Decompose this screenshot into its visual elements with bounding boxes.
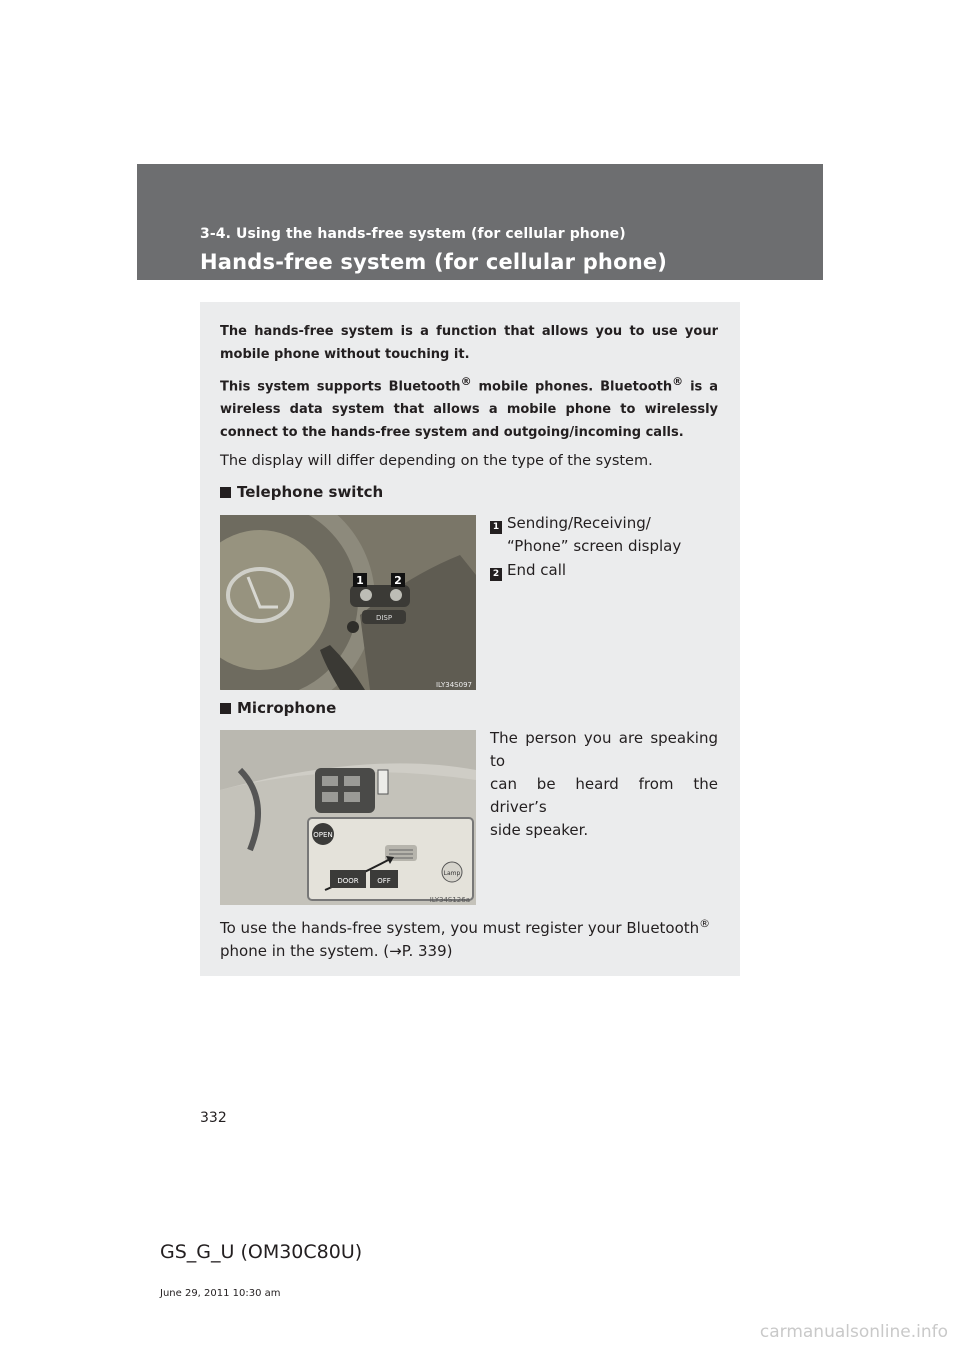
content-box [200,302,740,976]
intro-paragraph-1: The hands-free system is a function that allows you to use your mobile phone without touching it. [220,324,718,362]
microphone-photo [220,730,476,905]
disp-button-label: DISP [375,614,393,622]
door-button-label: DOOR [337,877,359,885]
steering-wheel-photo [220,515,476,690]
legend-number-1: 1 [490,521,502,534]
callout-1-label: 1 [356,574,364,587]
document-code: GS_G_U (OM30C80U) [160,1241,363,1263]
lamp-button-label: Lamp [443,870,461,877]
watermark: carmanualsonline.info [759,1322,948,1342]
page-number: 332 [200,1110,227,1126]
legend-item-1: Sending/Receiving/ “Phone” screen display [507,514,682,555]
image-code: ILY34S126a [429,896,470,904]
off-button-label: OFF [377,877,391,885]
display-note: The display will differ depending on the type of the system. [220,453,653,469]
header-band [137,164,823,280]
document-date: June 29, 2011 10:30 am [160,1288,281,1299]
legend-number-2: 2 [490,568,502,581]
image-code: ILY34S097 [435,681,472,689]
telephone-switch-heading: Telephone switch [220,483,383,501]
intro-paragraph-2: This system supports Bluetooth® mobile phones. Bluetooth® is a wireless data system that allows a mobile phone to wirelessly connect to the hands-free system and outgoing/incoming calls. [220,375,718,441]
microphone-heading: Microphone [220,699,336,717]
intro-text [220,320,718,444]
page-reference-link[interactable]: P. 339) [401,942,453,960]
callout-2-label: 2 [394,574,402,587]
section-label: 3-4. Using the hands-free system (for cellular phone) [200,226,626,242]
square-bullet-icon [220,703,231,714]
square-bullet-icon [220,487,231,498]
registration-note: To use the hands-free system, you must register your Bluetooth® phone in the system. (→P. 339) [220,917,711,960]
arrow-icon: → [389,942,402,960]
microphone-description: The person you are speaking to can be heard from the driver’s side speaker. [490,729,718,839]
page-title: Hands-free system (for cellular phone) [200,250,668,274]
open-button-label: OPEN [313,831,333,839]
legend-item-2: End call [507,561,567,579]
